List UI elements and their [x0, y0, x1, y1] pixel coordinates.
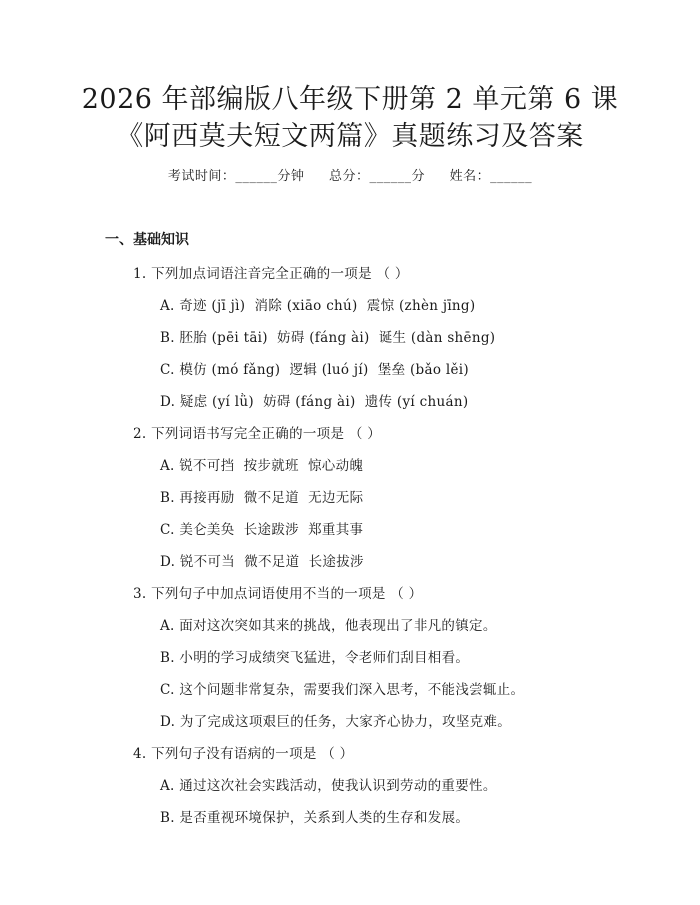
question-2-option-a: A. 锐不可挡 按步就班 惊心动魄	[160, 458, 364, 474]
question-2-option-d: D. 锐不可当 微不足道 长途拔涉	[160, 554, 364, 570]
doc-title-line1: 2026 年部编版八年级下册第 2 单元第 6 课	[81, 84, 619, 115]
question-3-stem: 3. 下列句子中加点词语使用不当的一项是 （ ）	[133, 586, 423, 602]
question-3-option-d: D. 为了完成这项艰巨的任务，大家齐心协力，攻坚克难。	[160, 714, 512, 730]
question-3-option-a: A. 面对这次突如其来的挑战，他表现出了非凡的镇定。	[160, 618, 497, 634]
question-1-option-d: D. 疑虑 (yí lǜ) 妨碍 (fáng ài) 遗传 (yí chuán)	[160, 394, 469, 410]
exam-name: 姓名：______	[449, 169, 533, 184]
question-1-option-a: A. 奇迹 (jī jì) 消除 (xiāo chú) 震惊 (zhèn jīng)	[160, 298, 476, 314]
question-1-stem: 1. 下列加点词语注音完全正确的一项是 （ ）	[133, 266, 409, 282]
exam-info	[0, 165, 700, 184]
question-4-option-b: B. 是否重视环境保护，关系到人类的生存和发展。	[160, 810, 470, 826]
question-2-option-b: B. 再接再励 微不足道 无边无际	[160, 490, 364, 506]
question-1-option-c: C. 模仿 (mó fǎng) 逻辑 (luó jí) 堡垒 (bǎo lěi)	[160, 362, 469, 378]
question-1-option-b: B. 胚胎 (pēi tāi) 妨碍 (fáng ài) 诞生 (dàn shēng)	[160, 330, 496, 346]
question-4-stem: 4. 下列句子没有语病的一项是 （ ）	[133, 746, 354, 762]
exam-time: 考试时间：______分钟	[167, 169, 305, 184]
question-2-option-c: C. 美仑美奂 长途跋涉 郑重其事	[160, 522, 364, 538]
exam-score: 总分：______分	[328, 169, 425, 184]
question-3-option-c: C. 这个问题非常复杂，需要我们深入思考，不能浅尝辄止。	[160, 682, 525, 698]
question-3-option-b: B. 小明的学习成绩突飞猛进，令老师们刮目相看。	[160, 650, 470, 666]
doc-title-line2: 《阿西莫夫短文两篇》真题练习及答案	[116, 121, 584, 152]
question-4-option-a: A. 通过这次社会实践活动，使我认识到劳动的重要性。	[160, 778, 497, 794]
section-heading: 一、基础知识	[105, 232, 189, 248]
question-2-stem: 2. 下列词语书写完全正确的一项是 （ ）	[133, 426, 382, 442]
